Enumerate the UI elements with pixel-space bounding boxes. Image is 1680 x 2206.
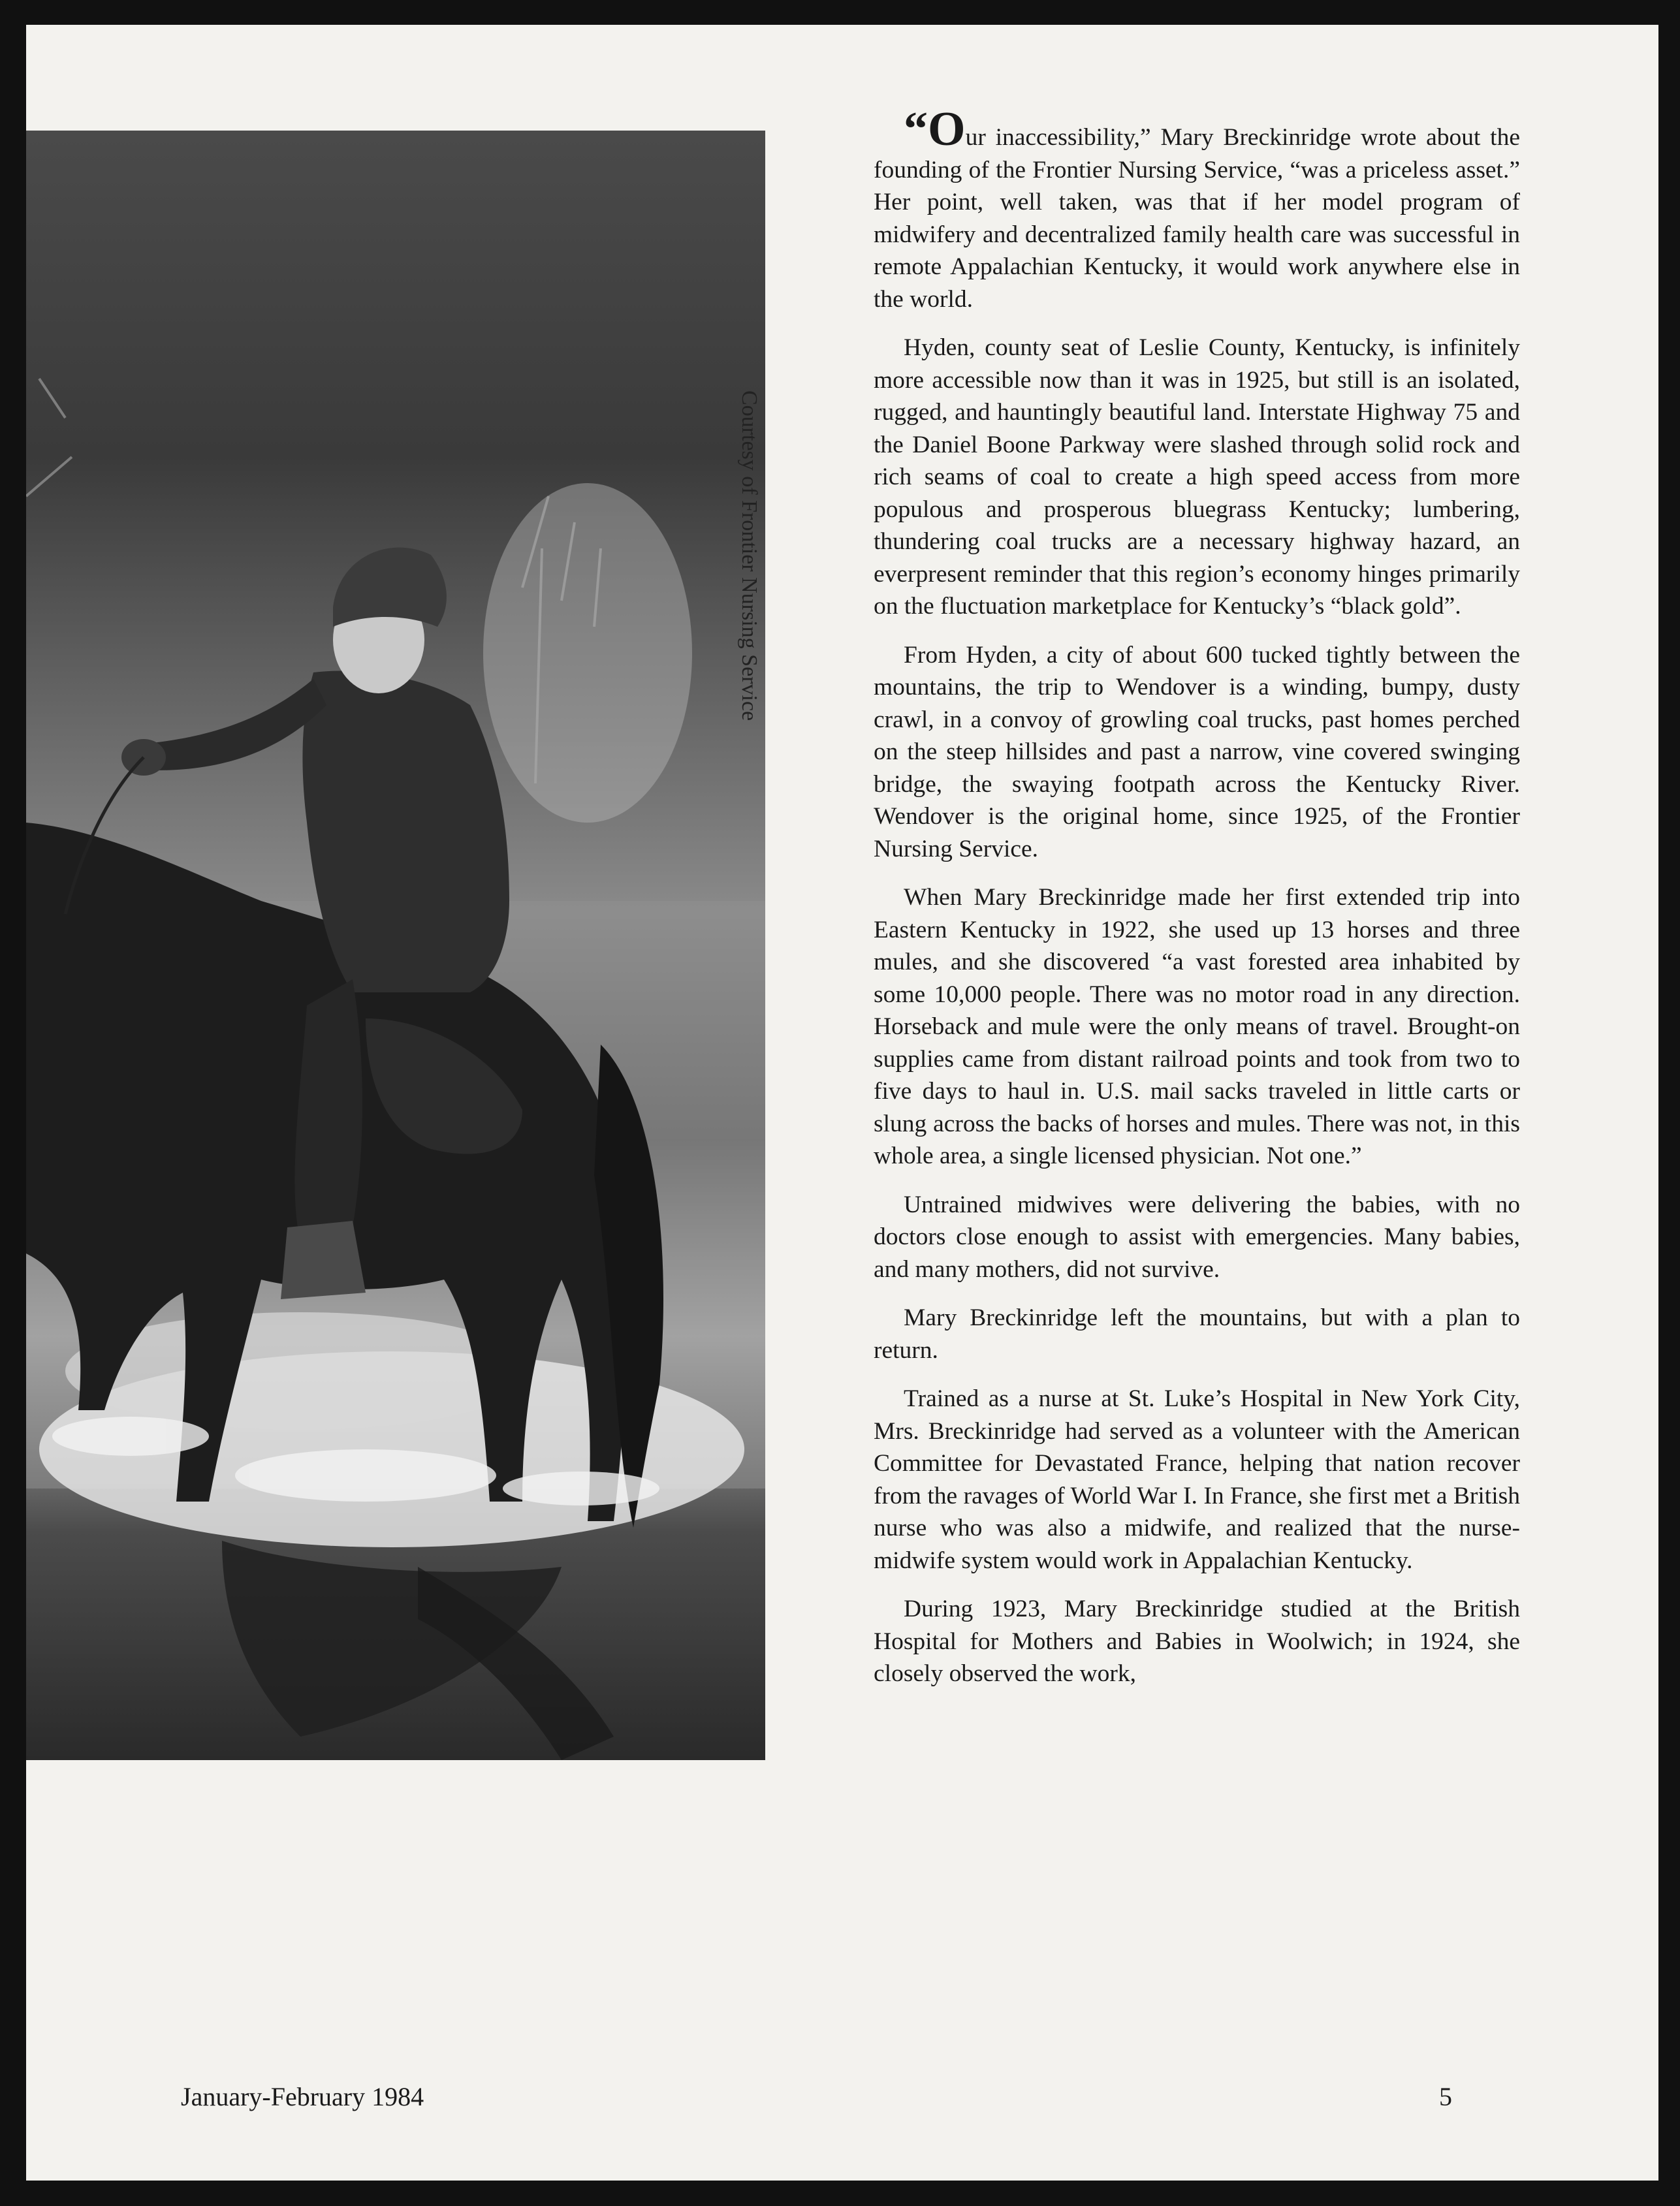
- article-body: [874, 102, 1520, 1707]
- article-paragraph: Hyden, county seat of Leslie County, Kentucky, is infinitely more accessible now than it was in 1925, but still is an isolated, rugged, and hauntingly beautiful land. Interstate Highway 75 and the Daniel Boone Parkway were slashed through solid rock and rich seams of coal to create a high speed access from more populous and prosperous bluegrass Kentucky; lumbering, thundering coal trucks are a necessary highway hazard, an everpresent reminder that this region’s economy hinges primarily on the fluctuation marketplace for Kentucky’s “black gold”.: [874, 334, 1520, 620]
- magazine-page: [26, 25, 1658, 2181]
- article-paragraph: Mary Breckinridge left the mountains, but with a plan to return.: [874, 1304, 1520, 1364]
- article-paragraph: “Our inaccessibility,” Mary Breckinridge wrote about the founding of the Frontier Nursing Service, “was a priceless asset.” Her point, well taken, was that if her model program of midwifery and decentralized family health care was successful in remote Appalachian Kentucky, it would work anywhere else in the world.: [874, 102, 1520, 313]
- drop-cap: “O: [904, 102, 966, 156]
- article-paragraph: During 1923, Mary Breckinridge studied at the British Hospital for Mothers and Babies in Woolwich; in 1924, she closely observed the work,: [874, 1596, 1520, 1687]
- page-number: 5: [1439, 2082, 1452, 2111]
- photo-credit: Courtesy of Frontier Nursing Service: [737, 390, 761, 721]
- issue-date: January-February 1984: [181, 2082, 424, 2111]
- horseback-photo: [26, 131, 765, 1760]
- article-paragraph: Trained as a nurse at St. Luke’s Hospital in New York City, Mrs. Breckinridge had served as a volunteer with the American Committee for Devastated France, helping that nation recover from the ravages of World War I. In France, she first met a British nurse who was also a midwife, and realized that the nurse-midwife system would work in Appalachian Kentucky.: [874, 1385, 1520, 1574]
- article-paragraph: When Mary Breckinridge made her first extended trip into Eastern Kentucky in 1922, she used up 13 horses and three mules, and she discovered “a vast forested area inhabited by some 10,000 people. There was no motor road in any direction. Horseback and mule were the only means of travel. Brought-on supplies came from distant railroad points and took from two to five days to haul in. U.S. mail sacks traveled in little carts or slung across the backs of horses and mules. There was not, in this whole area, a single licensed physician. Not one.”: [874, 884, 1520, 1169]
- article-paragraph: From Hyden, a city of about 600 tucked tightly between the mountains, the trip to Wendover is a winding, bumpy, dusty crawl, in a convoy of growling coal trucks, past homes perched on the steep hillsides and past a narrow, vine covered swinging bridge, the swaying footpath across the Kentucky River. Wendover is the original home, since 1925, of the Frontier Nursing Service.: [874, 641, 1520, 862]
- horseback-illustration: [26, 131, 765, 1760]
- article-paragraph: Untrained midwives were delivering the babies, with no doctors close enough to assist with emergencies. Many babies, and many mothers, did not survive.: [874, 1191, 1520, 1283]
